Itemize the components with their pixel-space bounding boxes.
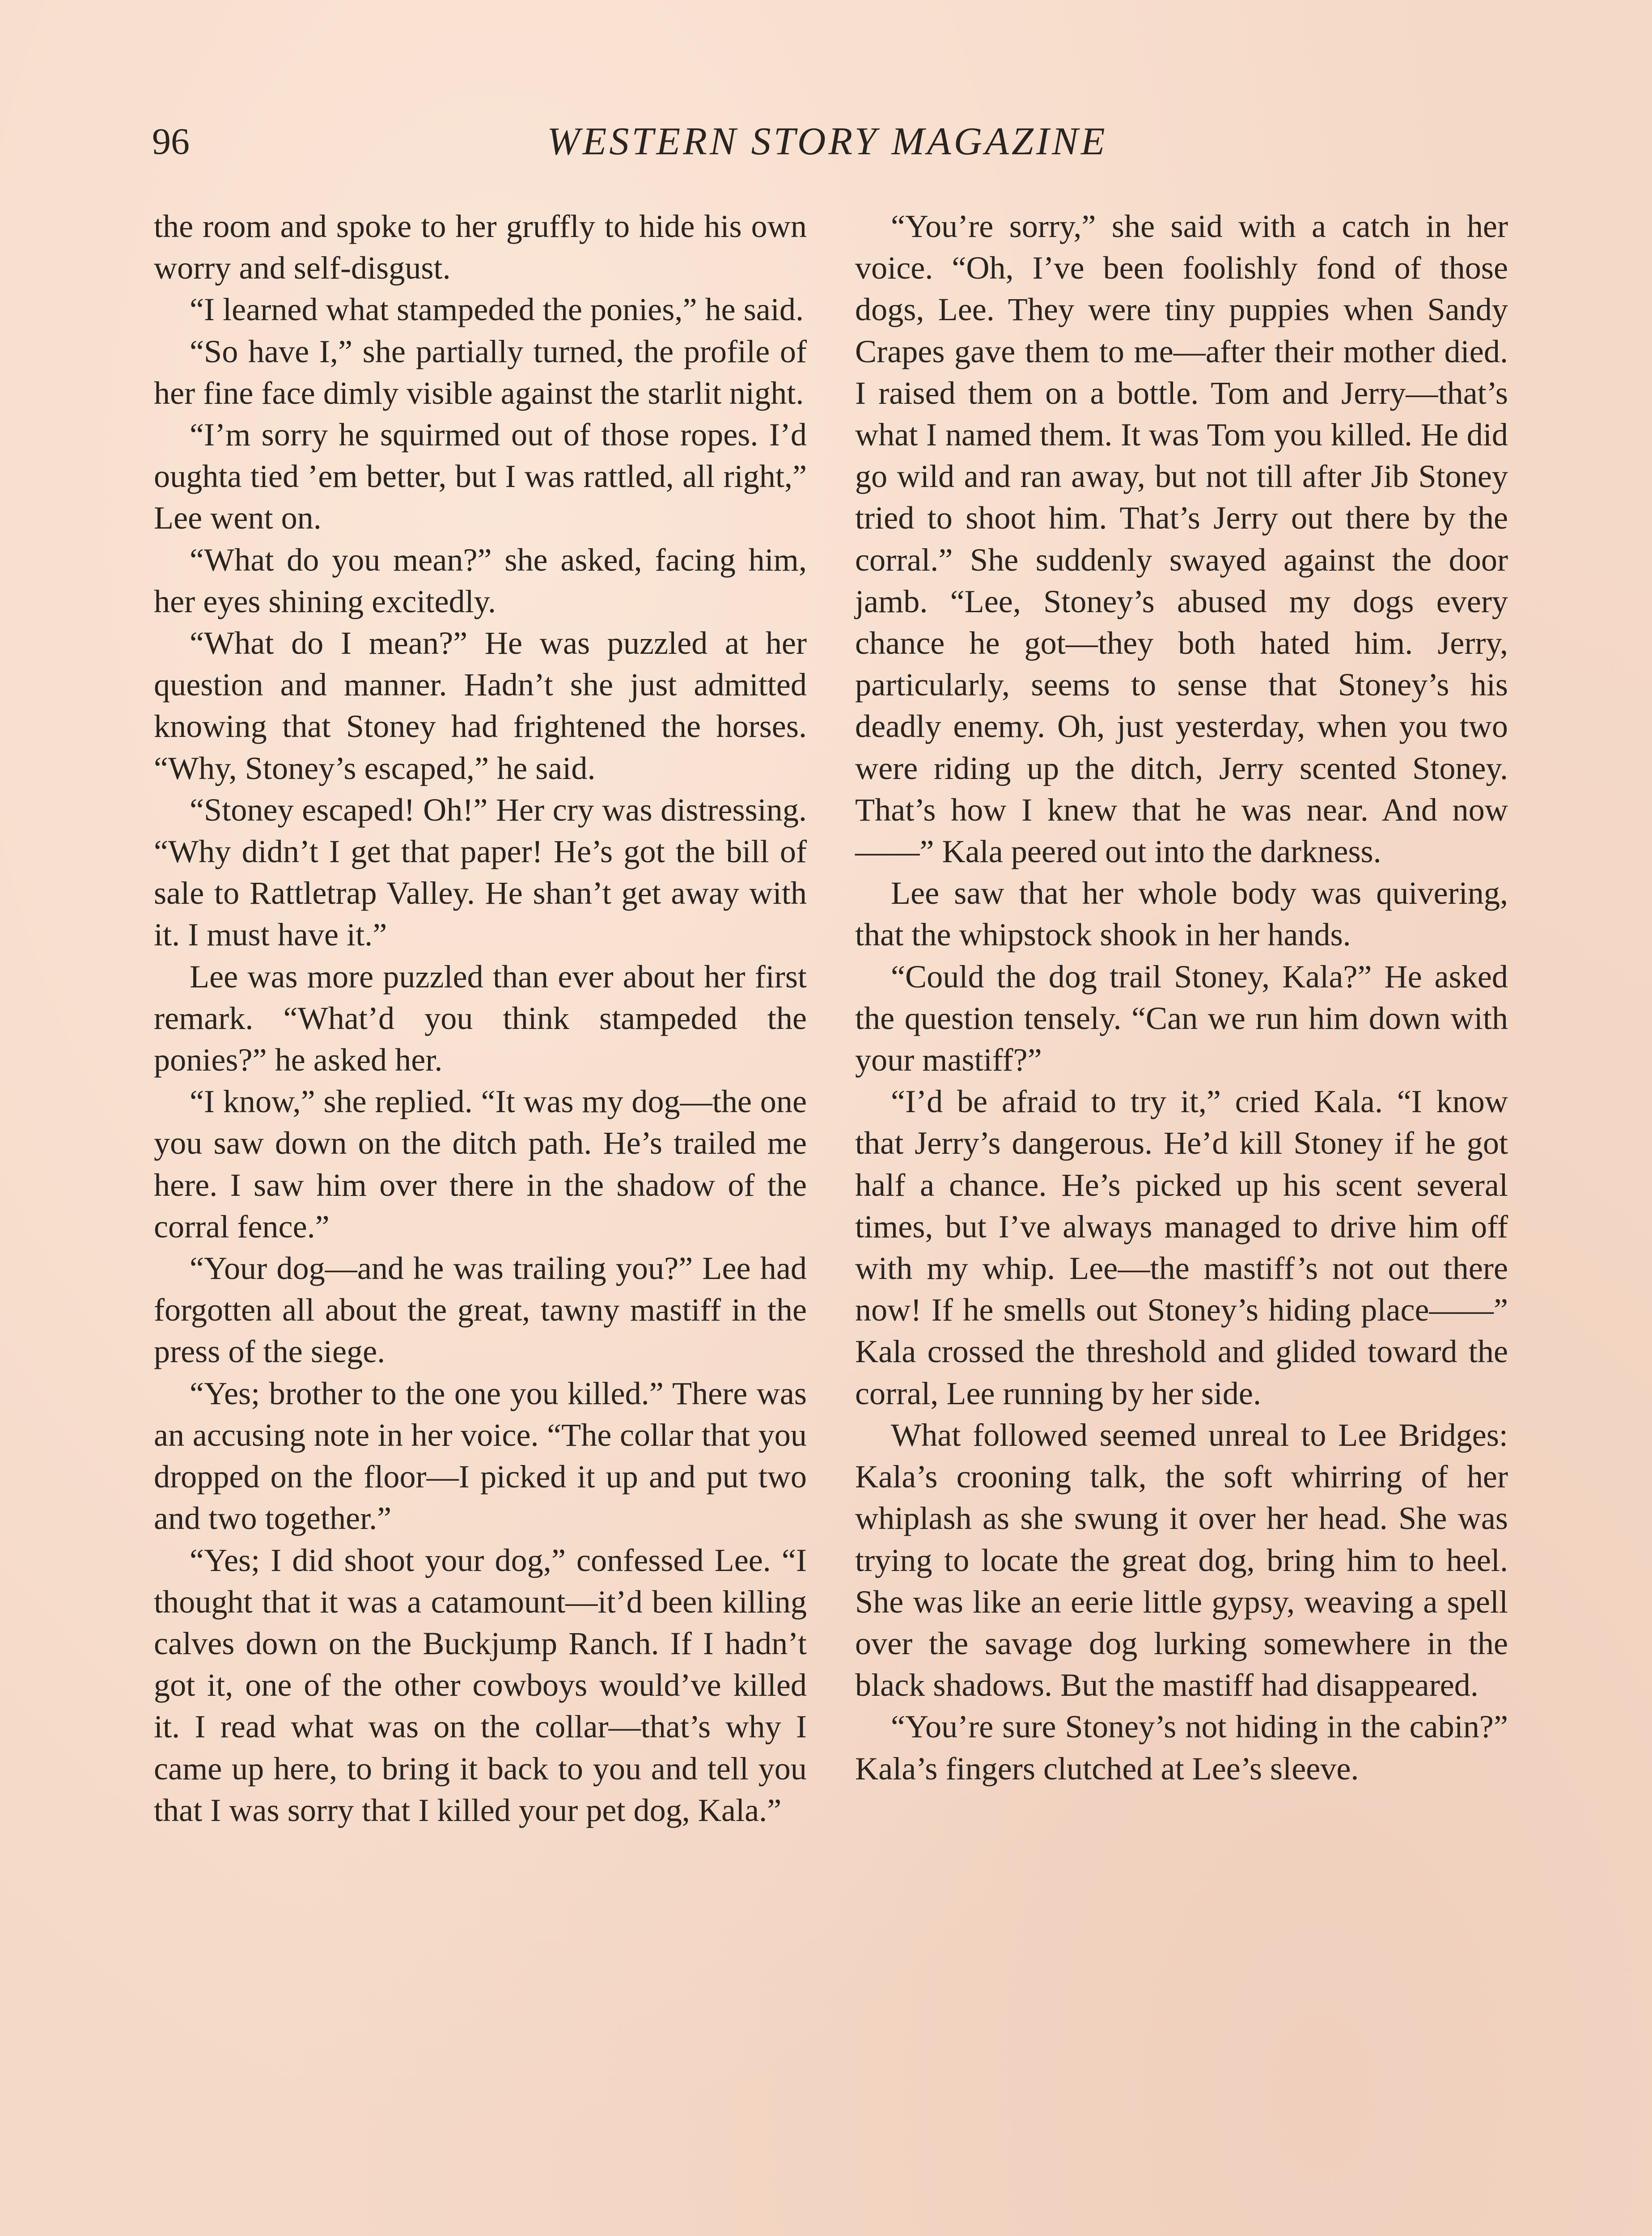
page-header — [152, 117, 1503, 166]
paragraph: “I learned what stampeded the ponies,” he said. — [190, 292, 804, 328]
paragraph: Lee saw that her whole body was quivering, that the whipstock shook in her hands. — [855, 875, 1508, 953]
paragraph: “Stoney escaped! Oh!” Her cry was distressing. “Why didn’t I get that paper! He’s got the bill of sale to Rattletrap Valley. He shan’t get away with it. I must have it.” — [154, 792, 807, 953]
page-number: 96 — [152, 121, 190, 162]
paragraph: “Your dog—and he was trailing you?” Lee had forgotten all about the great, tawny mastiff in the press of the siege. — [154, 1250, 807, 1370]
paragraph: “I’m sorry he squirmed out of those ropes. I’d oughta tied ’em better, but I was rattled, all right,” Lee went on. — [154, 417, 807, 536]
paragraph: “Could the dog trail Stoney, Kala?” He asked the question tensely. “Can we run him down with your mastiff?” — [855, 958, 1508, 1078]
paragraph: “What do I mean?” He was puzzled at her question and manner. Hadn’t she just admitted knowing that Stoney had frightened the horses. “Why, Stoney’s escaped,” he said. — [154, 625, 807, 786]
paragraph: What followed seemed unreal to Lee Bridges: Kala’s crooning talk, the soft whirring of her whiplash as she swung it over her head. She was trying to locate the great dog, bring him to heel. She was like an eerie little gypsy, weaving a spell over the savage dog lurking somewhere in the black shadows. But the mastiff had disappeared. — [855, 1417, 1508, 1703]
paragraph: “I know,” she replied. “It was my dog—the one you saw down on the ditch path. He’s trailed me here. I saw him over there in the shadow of the corral fence.” — [154, 1084, 807, 1245]
left-column — [154, 206, 807, 1831]
paragraph: “You’re sorry,” she said with a catch in her voice. “Oh, I’ve been foolishly fond of those dogs, Lee. They were tiny puppies when Sandy Crapes gave them to me—after their mother died. I raised them on a bottle. Tom and Jerry—that’s what I named them. It was Tom you killed. He did go wild and ran away, but not till after Jib Stoney tried to shoot him. That’s Jerry out there by the corral.” She suddenly swayed against the door jamb. “Lee, Stoney’s abused my dogs every chance he got—they both hated him. Jerry, particularly, seems to sense that Stoney’s his deadly enemy. Oh, just yesterday, when you two were riding up the ditch, Jerry scented Stoney. That’s how I knew that he was near. And now——” Kala peered out into the darkness. — [855, 208, 1508, 870]
running-head: WESTERN STORY MAGAZINE — [547, 120, 1108, 163]
paragraph: “You’re sure Stoney’s not hiding in the cabin?” Kala’s fingers clutched at Lee’s sleeve. — [855, 1709, 1508, 1787]
paragraph: “So have I,” she partially turned, the profile of her fine face dimly visible against the starlit night. — [154, 333, 807, 411]
paragraph: “Yes; I did shoot your dog,” confessed Lee. “I thought that it was a catamount—it’d been killing calves down on the Buckjump Ranch. If I hadn’t got it, one of the other cowboys would’ve killed it. I read what was on the collar—that’s why I came up here, to bring it back to you and tell you that I was sorry that I killed your pet dog, Kala.” — [154, 1542, 807, 1828]
paragraph: the room and spoke to her gruffly to hide his own worry and self-disgust. — [154, 208, 807, 286]
paragraph: Lee was more puzzled than ever about her first remark. “What’d you think stampeded the ponies?” he asked her. — [154, 958, 807, 1078]
paragraph: “I’d be afraid to try it,” cried Kala. “I know that Jerry’s dangerous. He’d kill Stoney if he got half a chance. He’s picked up his scent several times, but I’ve always managed to drive him off with my whip. Lee—the mastiff’s not out there now! If he smells out Stoney’s hiding place——” Kala crossed the threshold and glided toward the corral, Lee running by her side. — [855, 1084, 1508, 1411]
paragraph: “Yes; brother to the one you killed.” There was an accusing note in her voice. “The collar that you dropped on the floor—I picked it up and put two and two together.” — [154, 1375, 807, 1537]
right-column — [855, 206, 1508, 1790]
paragraph: “What do you mean?” she asked, facing him, her eyes shining excitedly. — [154, 542, 807, 619]
